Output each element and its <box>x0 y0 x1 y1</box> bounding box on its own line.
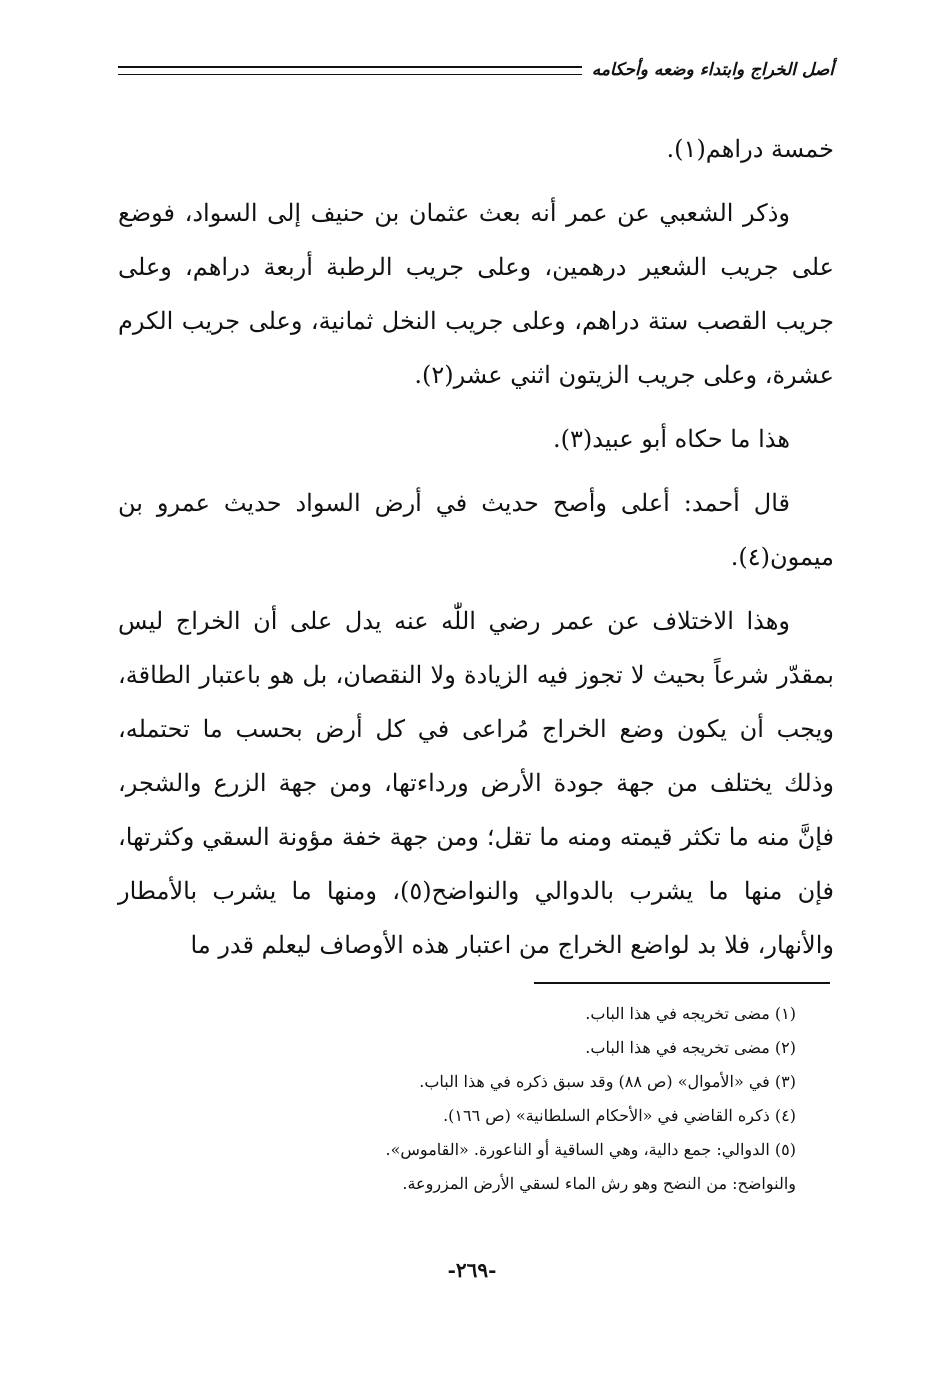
footnote: (٢) مضى تخريجه في هذا الباب. <box>585 1038 796 1057</box>
page-number: -٢٦٩- <box>447 1258 497 1282</box>
footnote: (١) مضى تخريجه في هذا الباب. <box>585 1004 796 1023</box>
paragraph: خمسة دراهم(١). <box>666 135 834 163</box>
running-header <box>118 50 834 90</box>
paragraph: وهذا الاختلاف عن عمر رضي اللّٰه عنه يدل على أن الخراج ليس بمقدّر شرعاً بحيث لا تجوز فيه الزيادة ولا النقصان، بل هو باعتبار الطاقة، ويجب أن يكون وضع الخراج مُراعى في كل أرض بحسب ما تحتمله، وذلك يختلف من جهة جودة الأرض ورداءتها، ومن جهة الزرع والشجر، فإنَّ منه ما تكثر قيمته ومنه ما تقل؛ ومن جهة خفة مؤونة السقي وكثرتها، فإن منها ما يشرب بالدوالي والنواضح(٥)، ومنها ما يشرب بالأمطار والأنهار، فلا بد لواضع الخراج من اعتبار هذه الأوصاف ليعلم قدر ما <box>118 607 835 959</box>
footnotes <box>118 997 796 1201</box>
footnote-separator <box>534 982 830 984</box>
footnote: (٣) في «الأموال» (ص ٨٨) وقد سبق ذكره في هذا الباب. <box>419 1072 796 1091</box>
paragraph: هذا ما حكاه أبو عبيد(٣). <box>553 425 790 453</box>
main-text <box>118 122 834 982</box>
header-rule <box>118 66 582 75</box>
paragraph: وذكر الشعبي عن عمر أنه بعث عثمان بن حنيف إلى السواد، فوضع على جريب الشعير درهمين، وعلى جريب الرطبة أربعة دراهم، وعلى جريب القصب ستة دراهم، وعلى جريب النخل ثمانية، وعلى جريب الكرم عشرة، وعلى جريب الزيتون اثني عشر(٢). <box>118 199 834 389</box>
paragraph: قال أحمد: أعلى وأصح حديث في أرض السواد حديث عمرو بن ميمون(٤). <box>118 489 834 571</box>
footnote: (٥) الدوالي: جمع دالية، وهي الساقية أو الناعورة. «القاموس». <box>385 1140 796 1159</box>
footnote: (٤) ذكره القاضي في «الأحكام السلطانية» (ص ١٦٦). <box>443 1106 796 1125</box>
running-header-title: أصل الخراج وابتداء وضعه وأحكامه <box>591 60 834 80</box>
footnote: والنواضح: من النضح وهو رش الماء لسقي الأرض المزروعة. <box>402 1174 796 1193</box>
